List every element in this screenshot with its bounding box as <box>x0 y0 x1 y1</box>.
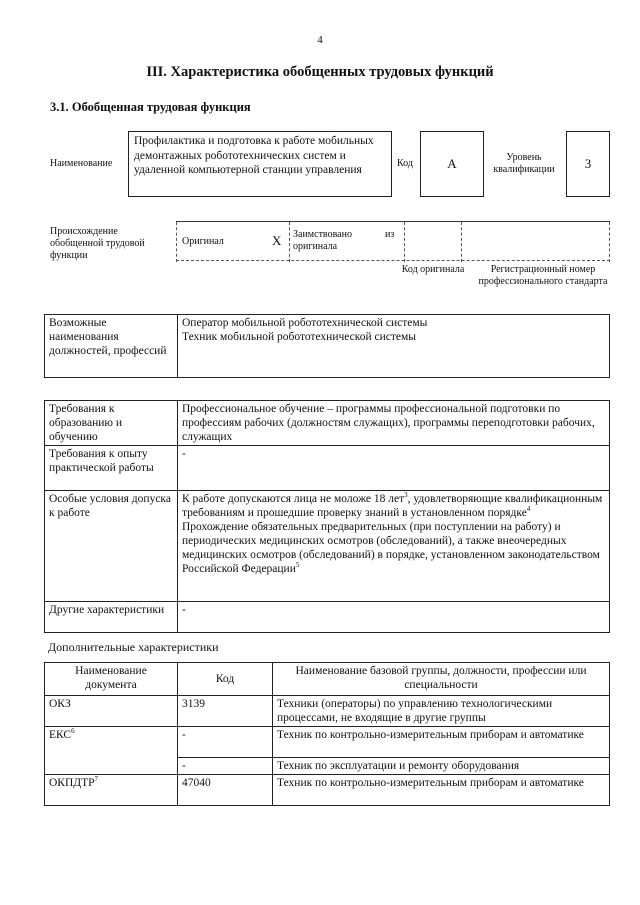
function-name: Профилактика и подготовка к работе мобильных демонтажных робототехнических систем и удаленной компьютерной станции управления <box>128 131 392 197</box>
special-conditions-p2: Прохождение обязательных предварительных (при поступлении на работу) и периодических медицинских осмотров (обследований), а также внеочередных медицинских осмотров (обследований) в порядке, установленном законодательством Российской Федерации <box>182 521 600 575</box>
footnote-ref: 3 <box>404 491 408 500</box>
table-row <box>45 315 610 378</box>
special-conditions-label: Особые условия допуска к работе <box>45 491 178 602</box>
table-row <box>45 602 610 633</box>
registration-number-caption: Регистрационный номер профессионального стандарта <box>478 264 608 287</box>
positions-label: Возможные наименования должностей, профессий <box>45 315 178 378</box>
origin-row <box>176 221 610 261</box>
original-code-caption: Код оригинала <box>401 264 465 275</box>
code-value: A <box>420 131 484 197</box>
doc-title: Техник по контрольно-измерительным приборам и автоматике <box>273 727 610 758</box>
original-label: Оригинал <box>182 236 224 247</box>
other-label: Другие характеристики <box>45 602 178 633</box>
doc-code: 3139 <box>178 696 273 727</box>
section-title: III. Характеристика обобщенных трудовых функций <box>146 64 494 80</box>
special-conditions-p1b: , удовлетворяющие квалификационным требованиям и прошедшие проверку знаний в установленном порядке <box>182 493 603 519</box>
education-label: Требования к образованию и обучению <box>45 401 178 446</box>
position-item: Техник мобильной робототехнической системы <box>182 331 417 343</box>
table-row <box>45 775 610 806</box>
table-row <box>45 491 610 602</box>
table-header-row <box>45 663 610 696</box>
page-number: 4 <box>317 34 323 46</box>
requirements-table <box>44 400 610 633</box>
col-code: Код <box>178 663 273 696</box>
other-value: - <box>178 602 610 633</box>
doc-code: - <box>178 758 273 775</box>
positions-table <box>44 314 610 378</box>
doc-name: ОКПДТР <box>49 777 95 789</box>
doc-title: Техники (операторы) по управлению технологическими процессами, не входящие в другие группы <box>273 696 610 727</box>
positions-values <box>178 315 610 378</box>
footnote-ref: 6 <box>71 727 75 736</box>
doc-code: 47040 <box>178 775 273 806</box>
doc-title: Техник по эксплуатации и ремонту оборудования <box>273 758 610 775</box>
footnote-ref: 4 <box>526 505 531 514</box>
doc-name: ЕКС <box>49 729 72 741</box>
education-value: Профессиональное обучение – программы профессиональной подготовки по профессиям рабочих (должностям служащих), программы переподготовки рабочих, служащих <box>178 401 610 446</box>
original-mark: X <box>272 233 282 248</box>
level-value: 3 <box>566 131 610 197</box>
table-row <box>45 446 610 491</box>
col-name: Наименование базовой группы, должности, профессии или специальности <box>273 663 610 696</box>
table-row <box>45 727 610 758</box>
doc-code: - <box>178 727 273 758</box>
special-conditions-p1: К работе допускаются лица не моложе 18 лет <box>182 493 405 505</box>
footnote-ref: 5 <box>295 561 300 570</box>
table-row <box>45 696 610 727</box>
experience-label: Требования к опыту практической работы <box>45 446 178 491</box>
subsection-title: 3.1. Обобщенная трудовая функция <box>50 100 251 114</box>
footnote-ref: 7 <box>94 775 99 784</box>
special-conditions-value <box>178 491 610 602</box>
origin-label: Происхождение обобщенной трудовой функции <box>50 226 145 261</box>
doc-title: Техник по контрольно-измерительным приборам и автоматике <box>273 775 610 806</box>
additional-title: Дополнительные характеристики <box>48 640 219 654</box>
experience-value: - <box>178 446 610 491</box>
borrowed-from-label: из <box>385 229 395 240</box>
table-row <box>45 401 610 446</box>
name-label: Наименование <box>50 158 113 169</box>
borrowed-original-label: оригинала <box>293 241 338 252</box>
col-document: Наименование документа <box>45 663 178 696</box>
doc-name: ОКЗ <box>49 698 71 710</box>
code-label: Код <box>397 158 413 169</box>
position-item: Оператор мобильной робототехнической системы <box>182 317 428 329</box>
level-label: Уровень квалификации <box>493 152 555 175</box>
borrowed-label: Заимствовано <box>293 229 352 240</box>
additional-table <box>44 662 610 806</box>
